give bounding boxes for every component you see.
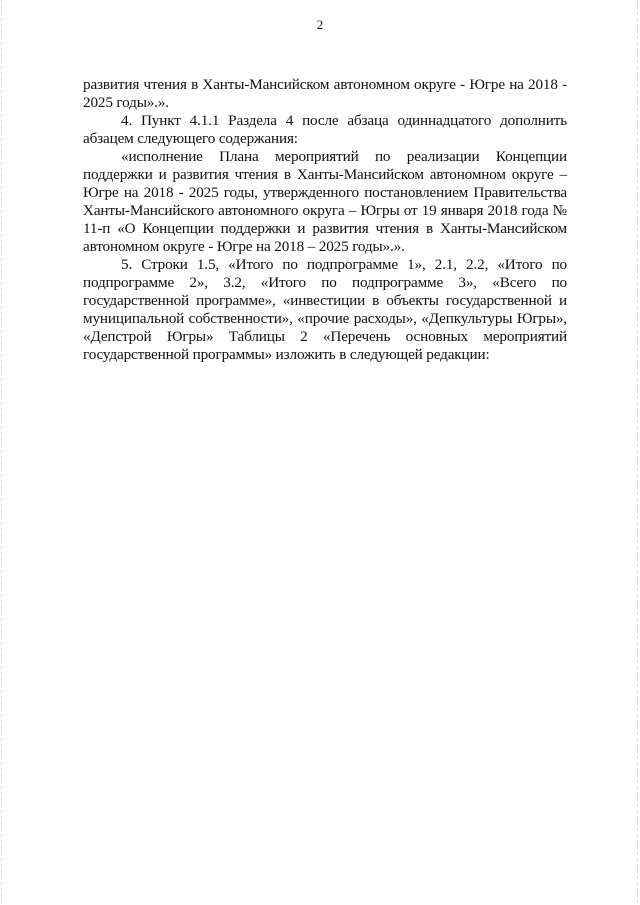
document-body [83,76,567,364]
paragraph-item-4: 4. Пункт 4.1.1 Раздела 4 после абзаца одиннадцатого дополнить абзацем следующего содержания: [83,112,567,147]
page-number: 2 [316,17,324,32]
paragraph-item-5: 5. Строки 1.5, «Итого по подпрограмме 1», 2.1, 2.2, «Итого по подпрограмме 2», 3.2, «Итого по подпрограмме 3», «Всего по государственной программе», «инвестиции в объекты государственной и муниципальной собственности», «прочие расходы», «Депкультуры Югры», «Депстрой Югры» Таблицы 2 «Перечень основных мероприятий государственной программы» изложить в следующей редакции: [83,256,567,363]
scan-edge-right [637,0,638,905]
scan-edge-left [1,0,2,905]
paragraph-continuation: развития чтения в Ханты-Мансийском автономном округе - Югре на 2018 - 2025 годы».». [83,76,567,111]
paragraph-quoted-addition: «исполнение Плана мероприятий по реализации Концепции поддержки и развития чтения в Ханты-Мансийском автономном округе – Югре на 2018 - 2025 годы, утвержденного постановлением Правительства Ханты-Мансийского автономного округа – Югры от 19 января 2018 года № 11-п «О Концепции поддержки и развития чтения в Ханты-Мансийском автономном округе - Югре на 2018 – 2025 годы».». [83,148,567,255]
